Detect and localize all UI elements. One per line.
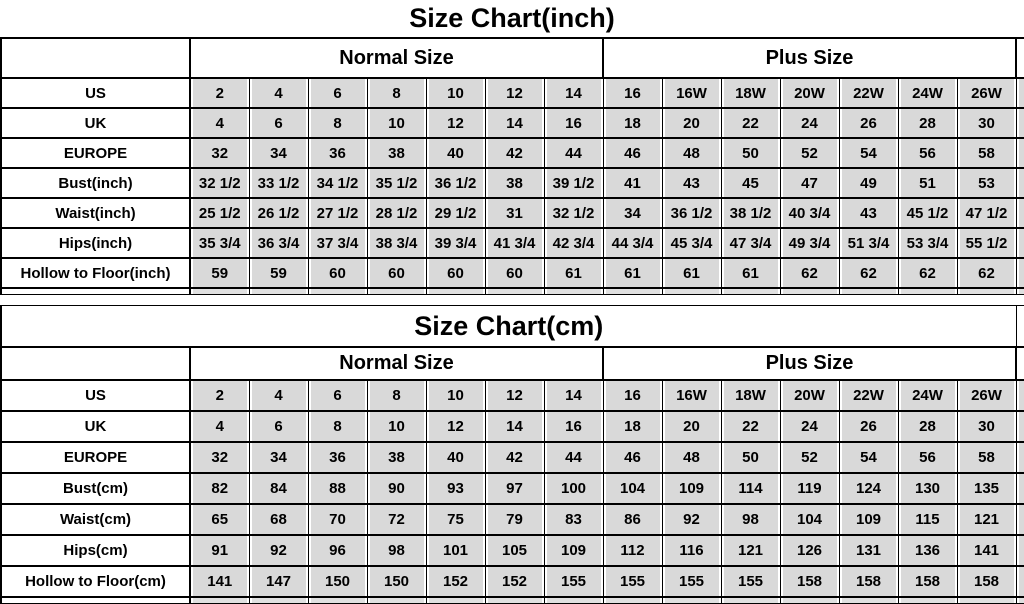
size-value-cell: 31 — [485, 198, 544, 228]
size-value-cell: 26 — [839, 108, 898, 138]
clipped-row-cell — [190, 288, 249, 295]
clipped-row-cell — [367, 597, 426, 604]
clipped-row-cell — [249, 288, 308, 295]
chart-title-row — [1, 306, 1024, 348]
row-label-cell: Bust(inch) — [1, 168, 190, 198]
size-value-cell: 4 — [190, 411, 249, 442]
size-value-cell: 150 — [308, 566, 367, 597]
size-value-cell: 56 — [898, 442, 957, 473]
table-row — [1, 380, 1024, 411]
size-value-cell: 58 — [957, 138, 1016, 168]
size-value-cell: 50 — [721, 442, 780, 473]
size-value-cell: 26W — [957, 78, 1016, 108]
size-value-cell: 55 1/2 — [957, 228, 1016, 258]
size-value-cell: 70 — [308, 504, 367, 535]
size-value-cell: 92 — [249, 535, 308, 566]
clipped-row-cell — [898, 288, 957, 295]
table-row — [1, 168, 1024, 198]
size-value-cell: 155 — [603, 566, 662, 597]
size-value-cell: 14 — [485, 108, 544, 138]
size-value-cell: 51 3/4 — [839, 228, 898, 258]
row-label-cell: Hollow to Floor(inch) — [1, 258, 190, 288]
clipped-row-cell — [249, 597, 308, 604]
size-value-cell: 101 — [426, 535, 485, 566]
size-value-cell: 22 — [721, 411, 780, 442]
clipped-column-strip — [1016, 38, 1024, 78]
row-label-cell: UK — [1, 108, 190, 138]
size-value-cell: 49 — [839, 168, 898, 198]
size-value-cell: 32 — [190, 442, 249, 473]
table-row — [1, 228, 1024, 258]
clipped-row-label — [1, 597, 190, 604]
size-group-header-row — [1, 38, 1024, 78]
clipped-row-cell — [957, 288, 1016, 295]
size-value-cell: 34 — [249, 442, 308, 473]
size-value-cell: 6 — [249, 411, 308, 442]
size-value-cell: 41 — [603, 168, 662, 198]
corner-cell — [1, 347, 190, 380]
size-value-cell: 2 — [190, 78, 249, 108]
size-value-cell: 14 — [485, 411, 544, 442]
clipped-row-cell — [721, 597, 780, 604]
size-value-cell: 48 — [662, 442, 721, 473]
clipped-column-strip — [1016, 168, 1024, 198]
size-value-cell: 45 3/4 — [662, 228, 721, 258]
size-value-cell: 61 — [662, 258, 721, 288]
size-value-cell: 14 — [544, 78, 603, 108]
size-value-cell: 10 — [367, 411, 426, 442]
size-value-cell: 158 — [780, 566, 839, 597]
size-value-cell: 12 — [485, 78, 544, 108]
size-value-cell: 41 3/4 — [485, 228, 544, 258]
size-value-cell: 83 — [544, 504, 603, 535]
size-value-cell: 82 — [190, 473, 249, 504]
size-value-cell: 40 — [426, 138, 485, 168]
size-value-cell: 32 1/2 — [190, 168, 249, 198]
clipped-row-strip — [1, 597, 1024, 604]
size-value-cell: 47 3/4 — [721, 228, 780, 258]
size-value-cell: 53 3/4 — [898, 228, 957, 258]
clipped-row-cell — [308, 288, 367, 295]
size-value-cell: 10 — [426, 380, 485, 411]
size-value-cell: 109 — [839, 504, 898, 535]
size-value-cell: 32 — [190, 138, 249, 168]
size-value-cell: 48 — [662, 138, 721, 168]
clipped-row-cell — [485, 288, 544, 295]
size-value-cell: 16W — [662, 78, 721, 108]
size-value-cell: 4 — [190, 108, 249, 138]
clipped-row-cell — [839, 288, 898, 295]
clipped-column-strip — [1016, 347, 1024, 380]
size-value-cell: 52 — [780, 138, 839, 168]
size-value-cell: 18W — [721, 78, 780, 108]
size-value-cell: 26W — [957, 380, 1016, 411]
size-value-cell: 29 1/2 — [426, 198, 485, 228]
size-value-cell: 35 1/2 — [367, 168, 426, 198]
row-label-cell: Bust(cm) — [1, 473, 190, 504]
size-value-cell: 109 — [544, 535, 603, 566]
size-value-cell: 116 — [662, 535, 721, 566]
size-value-cell: 36 — [308, 138, 367, 168]
size-value-cell: 58 — [957, 442, 1016, 473]
size-value-cell: 33 1/2 — [249, 168, 308, 198]
size-value-cell: 16 — [544, 411, 603, 442]
clipped-row-cell — [544, 597, 603, 604]
size-value-cell: 24W — [898, 78, 957, 108]
size-value-cell: 124 — [839, 473, 898, 504]
size-value-cell: 18 — [603, 411, 662, 442]
size-value-cell: 36 3/4 — [249, 228, 308, 258]
table-row — [1, 258, 1024, 288]
size-value-cell: 38 — [367, 442, 426, 473]
size-value-cell: 36 — [308, 442, 367, 473]
size-value-cell: 34 — [603, 198, 662, 228]
plus-size-header: Plus Size — [603, 38, 1016, 78]
clipped-column-strip — [1016, 78, 1024, 108]
clipped-row-cell — [190, 597, 249, 604]
clipped-row-label — [1, 288, 190, 295]
size-value-cell: 22W — [839, 380, 898, 411]
clipped-row-cell — [485, 597, 544, 604]
size-value-cell: 152 — [485, 566, 544, 597]
clipped-column-strip — [1016, 228, 1024, 258]
clipped-row-cell — [780, 597, 839, 604]
size-value-cell: 56 — [898, 138, 957, 168]
clipped-column-strip — [1016, 566, 1024, 597]
table-row — [1, 138, 1024, 168]
table-row — [1, 411, 1024, 442]
size-value-cell: 62 — [957, 258, 1016, 288]
size-value-cell: 26 1/2 — [249, 198, 308, 228]
clipped-column-strip — [1016, 442, 1024, 473]
table-row — [1, 198, 1024, 228]
clipped-row-cell — [426, 597, 485, 604]
table-row — [1, 473, 1024, 504]
size-value-cell: 104 — [603, 473, 662, 504]
size-value-cell: 45 1/2 — [898, 198, 957, 228]
size-value-cell: 20W — [780, 380, 839, 411]
row-label-cell: UK — [1, 411, 190, 442]
size-value-cell: 24W — [898, 380, 957, 411]
row-label-cell: US — [1, 380, 190, 411]
size-value-cell: 98 — [367, 535, 426, 566]
size-value-cell: 93 — [426, 473, 485, 504]
size-value-cell: 150 — [367, 566, 426, 597]
size-value-cell: 44 — [544, 138, 603, 168]
size-value-cell: 42 — [485, 442, 544, 473]
size-value-cell: 30 — [957, 411, 1016, 442]
clipped-row-cell — [839, 597, 898, 604]
size-value-cell: 62 — [780, 258, 839, 288]
size-value-cell: 14 — [544, 380, 603, 411]
size-value-cell: 152 — [426, 566, 485, 597]
size-value-cell: 105 — [485, 535, 544, 566]
size-value-cell: 28 — [898, 411, 957, 442]
size-value-cell: 47 1/2 — [957, 198, 1016, 228]
table-row — [1, 442, 1024, 473]
size-value-cell: 109 — [662, 473, 721, 504]
size-value-cell: 61 — [544, 258, 603, 288]
size-value-cell: 38 3/4 — [367, 228, 426, 258]
normal-size-header: Normal Size — [190, 38, 603, 78]
size-value-cell: 62 — [839, 258, 898, 288]
size-value-cell: 8 — [308, 108, 367, 138]
size-value-cell: 16 — [603, 380, 662, 411]
size-value-cell: 49 3/4 — [780, 228, 839, 258]
size-value-cell: 104 — [780, 504, 839, 535]
clipped-row-cell — [603, 597, 662, 604]
size-value-cell: 12 — [426, 411, 485, 442]
size-value-cell: 65 — [190, 504, 249, 535]
size-value-cell: 60 — [367, 258, 426, 288]
clipped-row-cell — [308, 597, 367, 604]
size-value-cell: 98 — [721, 504, 780, 535]
size-value-cell: 28 1/2 — [367, 198, 426, 228]
clipped-column-strip — [1016, 504, 1024, 535]
size-value-cell: 158 — [957, 566, 1016, 597]
clipped-column-strip — [1016, 198, 1024, 228]
size-value-cell: 46 — [603, 442, 662, 473]
size-value-cell: 28 — [898, 108, 957, 138]
clipped-column-strip — [1016, 535, 1024, 566]
size-value-cell: 44 3/4 — [603, 228, 662, 258]
clipped-column-strip — [1016, 258, 1024, 288]
size-value-cell: 112 — [603, 535, 662, 566]
table-row — [1, 566, 1024, 597]
size-value-cell: 8 — [308, 411, 367, 442]
table-row — [1, 78, 1024, 108]
clipped-column-strip — [1016, 411, 1024, 442]
size-value-cell: 22 — [721, 108, 780, 138]
size-value-cell: 44 — [544, 442, 603, 473]
clipped-column-strip — [1016, 473, 1024, 504]
chart-title-cm: Size Chart(cm) — [1, 306, 1016, 348]
size-value-cell: 61 — [603, 258, 662, 288]
size-value-cell: 158 — [839, 566, 898, 597]
size-value-cell: 135 — [957, 473, 1016, 504]
size-value-cell: 43 — [662, 168, 721, 198]
size-value-cell: 37 3/4 — [308, 228, 367, 258]
size-value-cell: 38 — [485, 168, 544, 198]
size-value-cell: 40 3/4 — [780, 198, 839, 228]
row-label-cell: Waist(cm) — [1, 504, 190, 535]
clipped-row-cell — [898, 597, 957, 604]
size-value-cell: 16 — [603, 78, 662, 108]
size-value-cell: 100 — [544, 473, 603, 504]
size-value-cell: 115 — [898, 504, 957, 535]
size-value-cell: 24 — [780, 411, 839, 442]
size-value-cell: 20 — [662, 411, 721, 442]
row-label-cell: EUROPE — [1, 138, 190, 168]
size-value-cell: 8 — [367, 78, 426, 108]
size-value-cell: 50 — [721, 138, 780, 168]
row-label-cell: US — [1, 78, 190, 108]
size-value-cell: 6 — [308, 380, 367, 411]
size-value-cell: 72 — [367, 504, 426, 535]
row-label-cell: Hips(cm) — [1, 535, 190, 566]
size-value-cell: 141 — [957, 535, 1016, 566]
size-value-cell: 18 — [603, 108, 662, 138]
size-value-cell: 59 — [249, 258, 308, 288]
size-chart-cm-section — [0, 305, 1024, 604]
size-value-cell: 147 — [249, 566, 308, 597]
clipped-row-cell — [426, 288, 485, 295]
clipped-row-cell — [1016, 597, 1024, 604]
size-value-cell: 4 — [249, 380, 308, 411]
size-value-cell: 12 — [426, 108, 485, 138]
size-value-cell: 27 1/2 — [308, 198, 367, 228]
size-value-cell: 79 — [485, 504, 544, 535]
size-value-cell: 30 — [957, 108, 1016, 138]
size-group-header-row — [1, 347, 1024, 380]
size-value-cell: 16 — [544, 108, 603, 138]
size-value-cell: 4 — [249, 78, 308, 108]
size-value-cell: 10 — [367, 108, 426, 138]
clipped-row-strip — [1, 288, 1024, 295]
size-value-cell: 136 — [898, 535, 957, 566]
size-value-cell: 60 — [308, 258, 367, 288]
size-value-cell: 46 — [603, 138, 662, 168]
clipped-row-cell — [1016, 288, 1024, 295]
clipped-row-cell — [603, 288, 662, 295]
size-value-cell: 59 — [190, 258, 249, 288]
size-value-cell: 36 1/2 — [662, 198, 721, 228]
size-value-cell: 68 — [249, 504, 308, 535]
size-value-cell: 51 — [898, 168, 957, 198]
size-value-cell: 32 1/2 — [544, 198, 603, 228]
size-value-cell: 34 1/2 — [308, 168, 367, 198]
size-value-cell: 47 — [780, 168, 839, 198]
row-label-cell: Hollow to Floor(cm) — [1, 566, 190, 597]
size-value-cell: 88 — [308, 473, 367, 504]
size-value-cell: 38 1/2 — [721, 198, 780, 228]
size-value-cell: 42 3/4 — [544, 228, 603, 258]
clipped-row-cell — [662, 597, 721, 604]
corner-cell — [1, 38, 190, 78]
size-value-cell: 10 — [426, 78, 485, 108]
clipped-column-strip — [1016, 380, 1024, 411]
size-value-cell: 141 — [190, 566, 249, 597]
size-value-cell: 131 — [839, 535, 898, 566]
size-value-cell: 54 — [839, 442, 898, 473]
size-value-cell: 155 — [544, 566, 603, 597]
size-value-cell: 121 — [957, 504, 1016, 535]
clipped-row-cell — [957, 597, 1016, 604]
table-row — [1, 108, 1024, 138]
table-row — [1, 535, 1024, 566]
size-value-cell: 42 — [485, 138, 544, 168]
clipped-row-cell — [780, 288, 839, 295]
size-value-cell: 60 — [485, 258, 544, 288]
size-value-cell: 130 — [898, 473, 957, 504]
size-value-cell: 119 — [780, 473, 839, 504]
size-value-cell: 20 — [662, 108, 721, 138]
size-value-cell: 92 — [662, 504, 721, 535]
size-value-cell: 25 1/2 — [190, 198, 249, 228]
clipped-row-cell — [367, 288, 426, 295]
size-value-cell: 39 1/2 — [544, 168, 603, 198]
row-label-cell: Waist(inch) — [1, 198, 190, 228]
clipped-row-cell — [544, 288, 603, 295]
size-value-cell: 52 — [780, 442, 839, 473]
size-value-cell: 121 — [721, 535, 780, 566]
size-chart-cm-table — [0, 305, 1024, 604]
size-value-cell: 45 — [721, 168, 780, 198]
row-label-cell: EUROPE — [1, 442, 190, 473]
size-value-cell: 75 — [426, 504, 485, 535]
size-value-cell: 40 — [426, 442, 485, 473]
size-value-cell: 38 — [367, 138, 426, 168]
size-value-cell: 54 — [839, 138, 898, 168]
size-value-cell: 12 — [485, 380, 544, 411]
size-value-cell: 36 1/2 — [426, 168, 485, 198]
size-value-cell: 96 — [308, 535, 367, 566]
size-value-cell: 35 3/4 — [190, 228, 249, 258]
size-value-cell: 2 — [190, 380, 249, 411]
size-value-cell: 22W — [839, 78, 898, 108]
size-value-cell: 26 — [839, 411, 898, 442]
size-value-cell: 20W — [780, 78, 839, 108]
size-value-cell: 91 — [190, 535, 249, 566]
size-value-cell: 53 — [957, 168, 1016, 198]
size-value-cell: 6 — [308, 78, 367, 108]
size-value-cell: 24 — [780, 108, 839, 138]
size-value-cell: 16W — [662, 380, 721, 411]
size-value-cell: 39 3/4 — [426, 228, 485, 258]
normal-size-header: Normal Size — [190, 347, 603, 380]
chart-title-inch: Size Chart(inch) — [409, 3, 615, 33]
size-value-cell: 8 — [367, 380, 426, 411]
size-value-cell: 62 — [898, 258, 957, 288]
size-value-cell: 86 — [603, 504, 662, 535]
size-value-cell: 126 — [780, 535, 839, 566]
size-chart-inch-table — [0, 37, 1024, 295]
size-chart-inch-section — [0, 0, 1024, 295]
row-label-cell: Hips(inch) — [1, 228, 190, 258]
size-value-cell: 158 — [898, 566, 957, 597]
size-value-cell: 155 — [662, 566, 721, 597]
size-value-cell: 84 — [249, 473, 308, 504]
size-value-cell: 90 — [367, 473, 426, 504]
size-value-cell: 6 — [249, 108, 308, 138]
clipped-row-cell — [721, 288, 780, 295]
size-value-cell: 61 — [721, 258, 780, 288]
clipped-column-strip — [1016, 306, 1024, 348]
size-value-cell: 43 — [839, 198, 898, 228]
size-value-cell: 34 — [249, 138, 308, 168]
clipped-column-strip — [1016, 138, 1024, 168]
table-row — [1, 504, 1024, 535]
size-value-cell: 155 — [721, 566, 780, 597]
size-value-cell: 18W — [721, 380, 780, 411]
size-value-cell: 60 — [426, 258, 485, 288]
size-value-cell: 114 — [721, 473, 780, 504]
clipped-row-cell — [662, 288, 721, 295]
plus-size-header: Plus Size — [603, 347, 1016, 380]
clipped-column-strip — [1016, 108, 1024, 138]
size-value-cell: 97 — [485, 473, 544, 504]
